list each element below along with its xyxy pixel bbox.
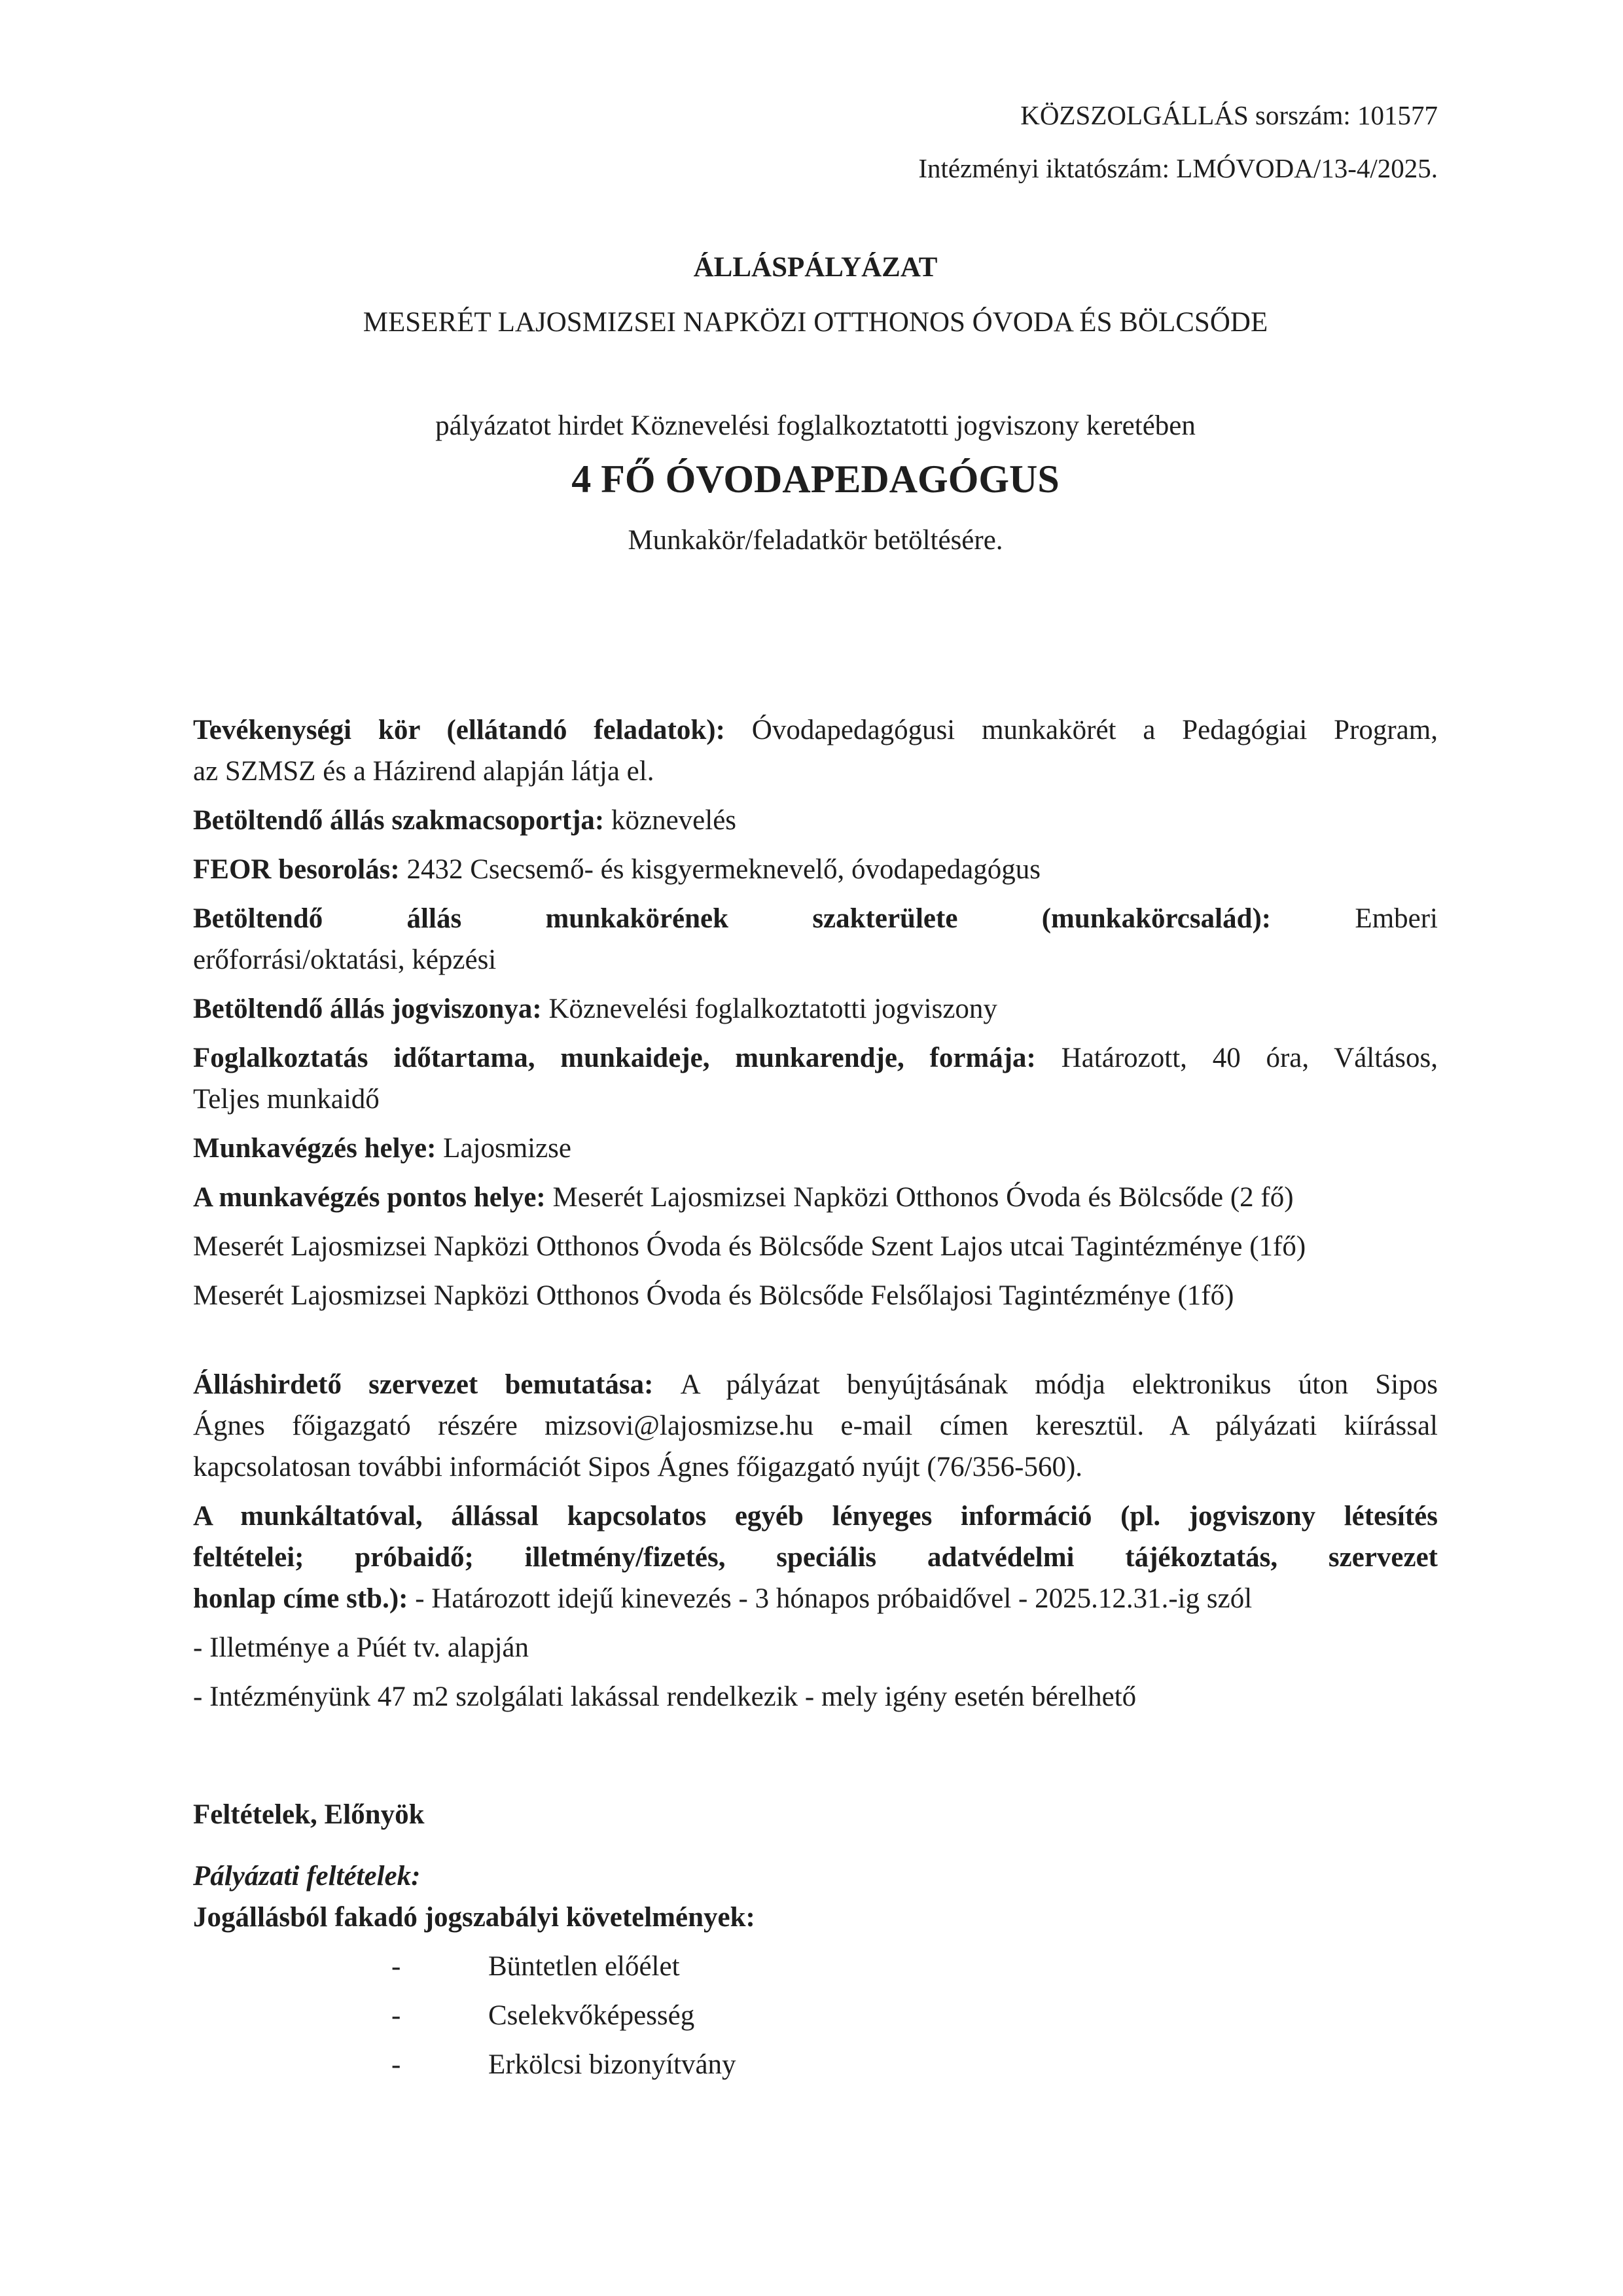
organization-name: MESERÉT LAJOSMIZSEI NAPKÖZI OTTHONOS ÓVODA ÉS BÖLCSŐDE xyxy=(363,307,1268,338)
employment-line1 xyxy=(193,1037,1438,1079)
requirements-heading: Jogállásból fakadó jogszabályi követelmények: xyxy=(193,1902,755,1933)
paragraph-housing-note: - Intézményünk 47 m2 szolgálati lakással rendelkezik - mely igény esetén bérelhető xyxy=(193,1681,1137,1712)
employment-line2: Teljes munkaidő xyxy=(193,1084,380,1115)
requirements-list xyxy=(193,1946,1438,2085)
bullet-dash: - xyxy=(391,1951,401,1982)
org-intro-line2: Ágnes főigazgató részére mizsovi@lajosmizse.hu e-mail címen keresztül. A pályázati kiírással xyxy=(193,1410,1438,1441)
paragraph-profession-group xyxy=(193,800,1438,841)
bullet-dash: - xyxy=(391,2000,401,2031)
employment-label: Foglalkoztatás időtartama, munkaideje, munkarendje, formája: xyxy=(193,1043,1061,1073)
org-intro-line1 xyxy=(193,1364,1438,1405)
paragraph-legal-relation xyxy=(193,988,1438,1030)
paragraph-exact-location-3: Meserét Lajosmizsei Napközi Otthonos Óvoda és Bölcsőde Felsőlajosi Tagintézménye (1fő) xyxy=(193,1280,1234,1311)
list-item xyxy=(193,1946,1438,1987)
exact-location-value: Meserét Lajosmizsei Napközi Otthonos Óvoda és Bölcsőde (2 fő) xyxy=(552,1182,1294,1213)
feor-value: 2432 Csecsemő- és kisgyermeknevelő, óvodapedagógus xyxy=(406,854,1041,885)
paragraph-location xyxy=(193,1128,1438,1169)
list-item xyxy=(193,2044,1438,2085)
paragraph-salary-note: - Illetménye a Púét tv. alapján xyxy=(193,1632,529,1663)
activity-label: Tevékenységi kör (ellátandó feladatok): xyxy=(193,715,752,745)
other-info-line3 xyxy=(193,1578,1438,1619)
legal-relation-value: Köznevelési foglalkoztatotti jogviszony xyxy=(548,994,997,1024)
other-info-text3: - Határozott idejű kinevezés - 3 hónapos próbaidővel - 2025.12.31.-ig szól xyxy=(415,1583,1253,1614)
paragraph-activity xyxy=(193,709,1438,792)
paragraph-exact-location xyxy=(193,1177,1438,1218)
specialty-line2: erőforrási/oktatási, képzési xyxy=(193,944,497,975)
requirement-text: Erkölcsi bizonyítvány xyxy=(488,2049,736,2080)
bullet-dash: - xyxy=(391,2049,401,2080)
paragraph-employment xyxy=(193,1037,1438,1120)
conditions-heading: Feltételek, Előnyök xyxy=(193,1799,425,1830)
specialty-text1: Emberi xyxy=(1355,903,1438,934)
requirement-text: Büntetlen előélet xyxy=(488,1951,680,1982)
feor-label: FEOR besorolás: xyxy=(193,854,407,885)
requirement-text: Cselekvőképesség xyxy=(488,2000,695,2031)
activity-text1: Óvodapedagógusi munkakörét a Pedagógiai Program, xyxy=(751,715,1438,745)
profession-group-label: Betöltendő állás szakmacsoportja: xyxy=(193,805,611,836)
paragraph-feor xyxy=(193,849,1438,890)
details-section xyxy=(193,709,1438,2085)
paragraph-specialty xyxy=(193,898,1438,980)
paragraph-exact-location-2: Meserét Lajosmizsei Napközi Otthonos Óvoda és Bölcsőde Szent Lajos utcai Tagintézménye (1fő) xyxy=(193,1231,1306,1262)
page-title: ÁLLÁSPÁLYÁZAT xyxy=(693,252,938,283)
other-info-line1: A munkáltatóval, állással kapcsolatos egyéb lényeges információ (pl. jogviszony létesítés xyxy=(193,1501,1438,1532)
header-registration-number: Intézményi iktatószám: LMÓVODA/13-4/2025. xyxy=(918,153,1438,183)
specialty-line1 xyxy=(193,898,1438,939)
specialty-label: Betöltendő állás munkakörének szakterülete (munkakörcsalád): xyxy=(193,903,1355,934)
header-serial-number: KÖZSZOLGÁLLÁS sorszám: 101577 xyxy=(1020,100,1438,130)
exact-location-label: A munkavégzés pontos helye: xyxy=(193,1182,553,1213)
announcement-intro: pályázatot hirdet Köznevelési foglalkoztatotti jogviszony keretében xyxy=(435,410,1196,441)
location-value: Lajosmizse xyxy=(443,1133,572,1164)
other-info-label: honlap címe stb.): xyxy=(193,1583,416,1614)
list-item xyxy=(193,1995,1438,2036)
legal-relation-label: Betöltendő állás jogviszonya: xyxy=(193,994,549,1024)
other-info-line2: feltételei; próbaidő; illetmény/fizetés, speciális adatvédelmi tájékoztatás, szervezet xyxy=(193,1542,1438,1573)
org-intro-label: Álláshirdető szervezet bemutatása: xyxy=(193,1369,681,1400)
title-block xyxy=(193,247,1438,561)
location-label: Munkavégzés helye: xyxy=(193,1133,444,1164)
paragraph-other-info xyxy=(193,1496,1438,1619)
employment-text1: Határozott, 40 óra, Váltásos, xyxy=(1061,1043,1438,1073)
document-header xyxy=(193,95,1438,189)
activity-line1 xyxy=(193,709,1438,751)
position-subtitle: Munkakör/feladatkör betöltésére. xyxy=(628,525,1003,556)
paragraph-org-intro xyxy=(193,1364,1438,1488)
org-intro-line3: kapcsolatosan további információt Sipos Ágnes főigazgató nyújt (76/356-560). xyxy=(193,1452,1083,1482)
position-title: 4 FŐ ÓVODAPEDAGÓGUS xyxy=(571,457,1060,501)
activity-line2: az SZMSZ és a Házirend alapján látja el. xyxy=(193,756,654,787)
org-intro-text1: A pályázat benyújtásának módja elektronikus úton Sipos xyxy=(680,1369,1438,1400)
conditions-subheading: Pályázati feltételek: xyxy=(193,1861,421,1892)
profession-group-value: köznevelés xyxy=(611,805,737,836)
